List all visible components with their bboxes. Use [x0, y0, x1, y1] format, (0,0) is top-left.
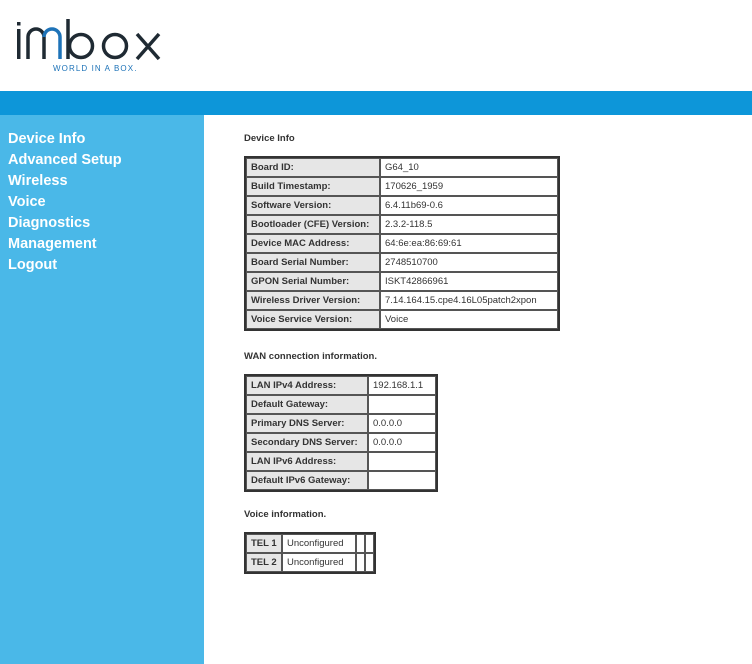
row-value: 192.168.1.1	[368, 376, 436, 395]
table-row	[246, 310, 558, 329]
row-value	[368, 471, 436, 490]
sidebar-item-voice[interactable]: Voice	[8, 194, 46, 210]
row-label: Build Timestamp:	[246, 177, 380, 196]
row-value: Unconfigured	[282, 534, 356, 553]
row-value: ISKT42866961	[380, 272, 558, 291]
table-row	[246, 395, 436, 414]
table-row	[246, 433, 436, 452]
top-banner-bar	[0, 91, 752, 115]
row-label: TEL 2	[246, 553, 282, 572]
row-value: 0.0.0.0	[368, 414, 436, 433]
sidebar-item-diagnostics[interactable]: Diagnostics	[8, 215, 91, 231]
row-value: 170626_1959	[380, 177, 558, 196]
table-row	[246, 215, 558, 234]
table-row	[246, 272, 558, 291]
row-value: 2.3.2-118.5	[380, 215, 558, 234]
sidebar	[0, 115, 204, 664]
table-row	[246, 177, 558, 196]
row-value	[368, 452, 436, 471]
empty-cell	[356, 534, 365, 553]
logo-tagline: WORLD IN A BOX.	[53, 64, 138, 73]
row-label: Primary DNS Server:	[246, 414, 368, 433]
table-row	[246, 158, 558, 177]
row-label: TEL 1	[246, 534, 282, 553]
device-info-title: Device Info	[244, 133, 295, 144]
row-label: Bootloader (CFE) Version:	[246, 215, 380, 234]
row-label: Voice Service Version:	[246, 310, 380, 329]
table-row	[246, 553, 374, 572]
row-label: Wireless Driver Version:	[246, 291, 380, 310]
empty-cell	[356, 553, 365, 572]
row-label: Default IPv6 Gateway:	[246, 471, 368, 490]
row-label: LAN IPv6 Address:	[246, 452, 368, 471]
table-row	[246, 196, 558, 215]
row-value: Unconfigured	[282, 553, 356, 572]
sidebar-item-advanced-setup[interactable]: Advanced Setup	[8, 152, 122, 168]
row-value: 0.0.0.0	[368, 433, 436, 452]
empty-cell	[365, 534, 374, 553]
row-label: Secondary DNS Server:	[246, 433, 368, 452]
table-row	[246, 452, 436, 471]
table-row	[246, 291, 558, 310]
row-value: 2748510700	[380, 253, 558, 272]
row-label: Default Gateway:	[246, 395, 368, 414]
row-value: Voice	[380, 310, 558, 329]
row-label: Board ID:	[246, 158, 380, 177]
table-row	[246, 234, 558, 253]
table-row	[246, 534, 374, 553]
device-info-table	[244, 156, 560, 331]
empty-cell	[365, 553, 374, 572]
wan-info-table	[244, 374, 438, 492]
table-row	[246, 414, 436, 433]
sidebar-item-management[interactable]: Management	[8, 236, 97, 252]
table-row	[246, 471, 436, 490]
row-label: Board Serial Number:	[246, 253, 380, 272]
row-value: G64_10	[380, 158, 558, 177]
row-value: 7.14.164.15.cpe4.16L05patch2xpon	[380, 291, 558, 310]
row-value: 64:6e:ea:86:69:61	[380, 234, 558, 253]
wan-info-title: WAN connection information.	[244, 351, 377, 362]
header	[0, 0, 752, 91]
table-row	[246, 253, 558, 272]
row-label: Software Version:	[246, 196, 380, 215]
table-row	[246, 376, 436, 395]
row-label: LAN IPv4 Address:	[246, 376, 368, 395]
sidebar-item-device-info[interactable]: Device Info	[8, 131, 86, 147]
row-label: Device MAC Address:	[246, 234, 380, 253]
sidebar-item-logout[interactable]: Logout	[8, 257, 58, 273]
row-value	[368, 395, 436, 414]
row-label: GPON Serial Number:	[246, 272, 380, 291]
voice-info-table	[244, 532, 376, 574]
sidebar-menu	[0, 115, 204, 276]
row-value: 6.4.11b69-0.6	[380, 196, 558, 215]
voice-info-title: Voice information.	[244, 509, 327, 520]
sidebar-item-wireless[interactable]: Wireless	[8, 173, 68, 189]
